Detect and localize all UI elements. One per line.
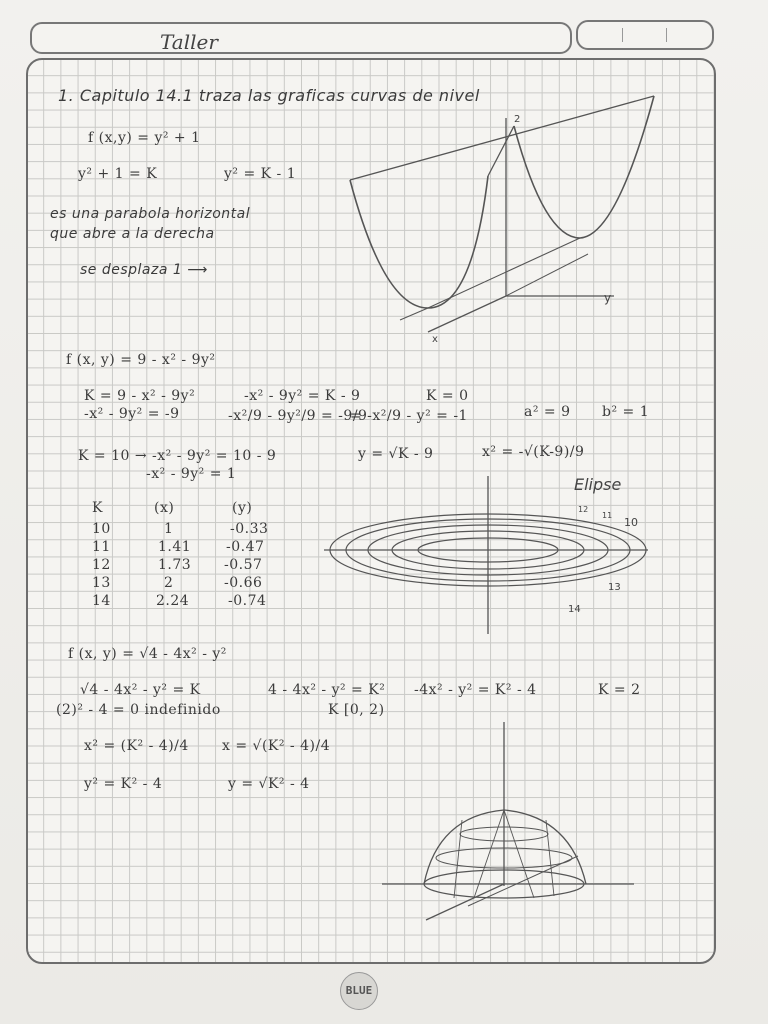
section2-l3a: K = 10 → -x² - 9y² = 10 - 9 bbox=[78, 448, 277, 464]
ellipse-label-10: 10 bbox=[624, 516, 638, 529]
section3-l4b: y = √K² - 4 bbox=[228, 776, 310, 792]
table-cell: -0.57 bbox=[224, 557, 263, 573]
date-box bbox=[576, 20, 714, 50]
section1-desc-1: es una parabola horizontal bbox=[50, 206, 251, 222]
table-cell: 1.73 bbox=[158, 557, 192, 573]
section3-l1a: √4 - 4x² - y² = K bbox=[80, 682, 201, 698]
table-header-x: (x) bbox=[154, 500, 175, 516]
table-cell: -0.47 bbox=[226, 539, 265, 555]
section2-l3b: y = √K - 9 bbox=[358, 446, 434, 462]
ellipse-label-14: 14 bbox=[568, 604, 581, 615]
section3-l3b: x = √(K² - 4)/4 bbox=[222, 738, 331, 754]
ellipse-level-curves-graph bbox=[318, 464, 678, 644]
section3-l1d: K = 2 bbox=[598, 682, 641, 698]
section2-l1a: K = 9 - x² - 9y² bbox=[84, 388, 196, 404]
table-cell: 11 bbox=[92, 539, 111, 555]
section2-l3c: x² = -√(K-9)/9 bbox=[482, 444, 585, 460]
grid-area bbox=[26, 58, 716, 964]
table-cell: -0.33 bbox=[230, 521, 269, 537]
section2-l4a: -x² - 9y² = 1 bbox=[146, 466, 237, 482]
section3-function: f (x, y) = √4 - 4x² - y² bbox=[68, 646, 227, 662]
brand-logo: BLUE bbox=[340, 972, 378, 1010]
section3-l1c: -4x² - y² = K² - 4 bbox=[414, 682, 537, 698]
graph1-x-label: x bbox=[432, 334, 438, 345]
section2-l1c: K = 0 bbox=[426, 388, 469, 404]
ellipse-label-13: 13 bbox=[608, 582, 621, 593]
graph1-z-label: 2 bbox=[514, 114, 521, 125]
ellipse-label-12: 12 bbox=[578, 505, 589, 514]
section2-l1b: -x² - 9y² = K - 9 bbox=[244, 388, 361, 404]
section1-desc-3: se desplaza 1 ⟶ bbox=[80, 262, 208, 278]
table-cell: 14 bbox=[92, 593, 111, 609]
section2-l2e: b² = 1 bbox=[602, 404, 650, 420]
section3-l2b: K [0, 2) bbox=[328, 702, 385, 718]
header-box bbox=[30, 22, 572, 54]
table-cell: 10 bbox=[92, 521, 111, 537]
section2-l2b: -x²/9 - 9y²/9 = -9/9 bbox=[228, 408, 368, 424]
table-header-y: (y) bbox=[232, 500, 253, 516]
section2-l2d: a² = 9 bbox=[524, 404, 571, 420]
table-cell: 2.24 bbox=[156, 593, 190, 609]
table-cell: -0.66 bbox=[224, 575, 263, 591]
table-cell: 1 bbox=[164, 521, 174, 537]
dome-surface-graph bbox=[378, 716, 638, 926]
section3-l2a: (2)² - 4 = 0 indefinido bbox=[56, 702, 221, 718]
table-cell: 2 bbox=[164, 575, 174, 591]
section1-heading: 1. Capitulo 14.1 traza las graficas curvas de nivel bbox=[58, 86, 480, 105]
section3-l1b: 4 - 4x² - y² = K² bbox=[268, 682, 386, 698]
section2-l2a: -x² - 9y² = -9 bbox=[84, 406, 180, 422]
section3-l3a: x² = (K² - 4)/4 bbox=[84, 738, 189, 754]
table-cell: 12 bbox=[92, 557, 111, 573]
section1-desc-2: que abre a la derecha bbox=[50, 226, 215, 242]
table-cell: -0.74 bbox=[228, 593, 267, 609]
section1-eq-right: y² = K - 1 bbox=[224, 166, 297, 182]
section1-eq-left: y² + 1 = K bbox=[78, 166, 158, 182]
ellipse-label-11: 11 bbox=[602, 511, 613, 520]
parabolic-cylinder-graph bbox=[344, 88, 684, 348]
graph1-y-label: y bbox=[604, 291, 612, 305]
section2-l2c: = -x²/9 - y² = -1 bbox=[350, 408, 468, 424]
table-cell: 13 bbox=[92, 575, 111, 591]
section3-l4a: y² = K² - 4 bbox=[84, 776, 163, 792]
page-title: Taller bbox=[160, 30, 218, 54]
table-cell: 1.41 bbox=[158, 539, 192, 555]
section2-function: f (x, y) = 9 - x² - 9y² bbox=[66, 352, 216, 368]
table-header-k: K bbox=[92, 500, 103, 516]
ellipse-graph-title: Elipse bbox=[574, 475, 622, 494]
section1-function: f (x,y) = y² + 1 bbox=[88, 130, 201, 146]
